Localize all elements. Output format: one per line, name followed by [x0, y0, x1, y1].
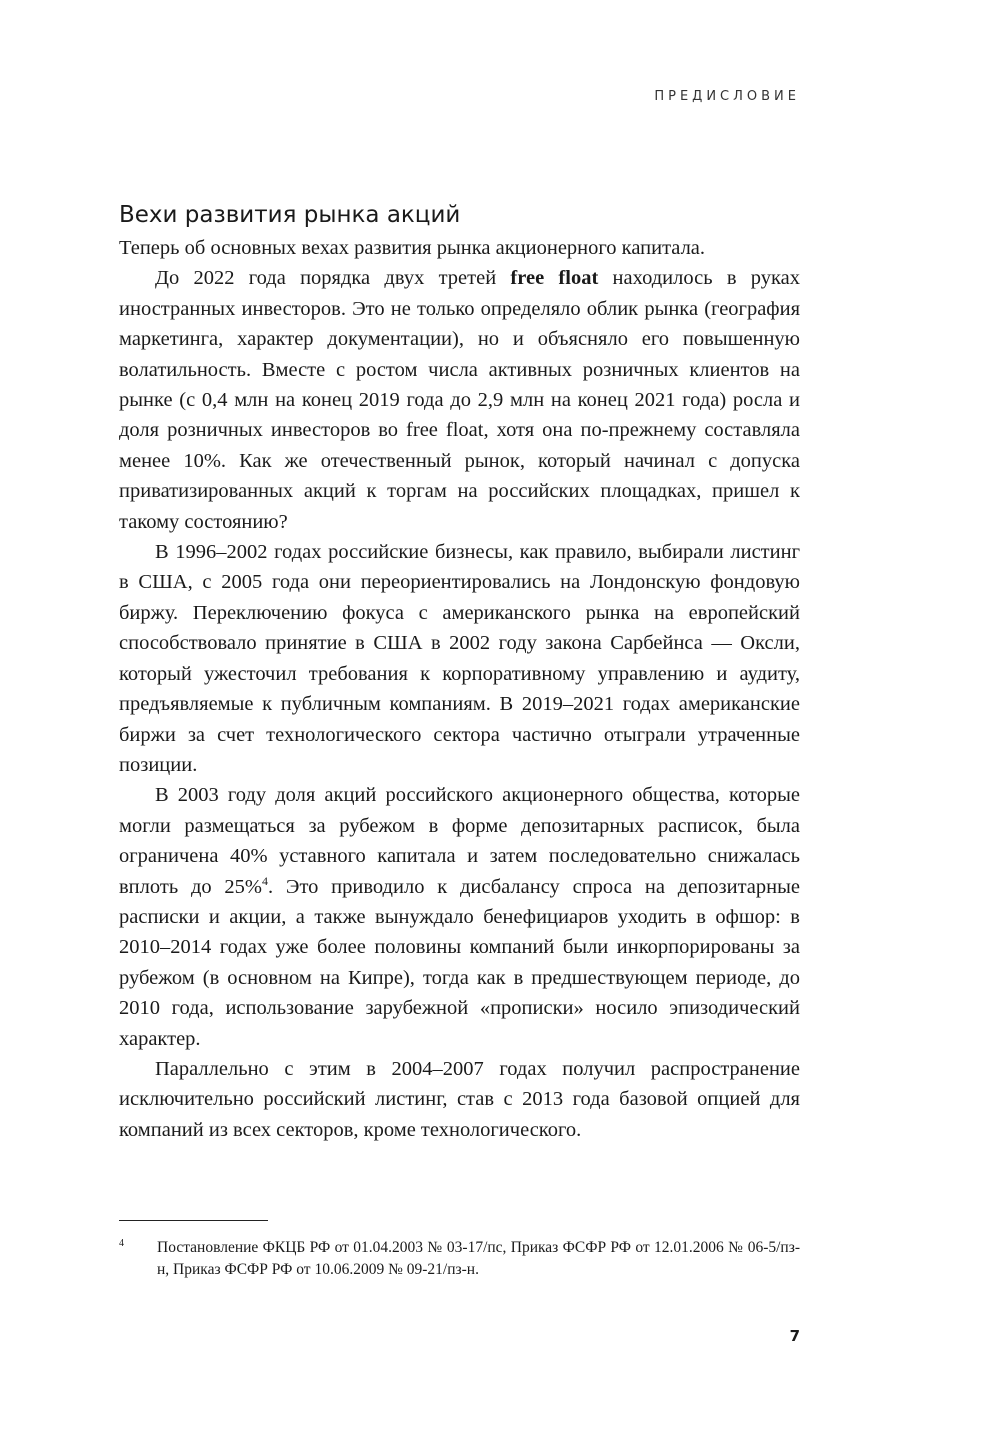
body-text — [119, 233, 800, 1145]
page-number: 7 — [789, 1327, 800, 1345]
paragraph-text: . Это приводило к дисбалансу спроса на депозитарные расписки и акции, а также вынуждало бенефициаров уходить в офшор: в 2010–2014 годах уже более половины компаний были инкорпорированы за рубежом (в основном на Кипре), тогда как в предшествующем периоде, до 2010 года, использование зарубежной «прописки» носило эпизодический характер. — [119, 875, 800, 1050]
footnote — [119, 1237, 800, 1281]
paragraph-russian-listing: Параллельно с этим в 2004–2007 годах получил распространение исключительно российский листинг, став с 2013 года базовой опцией для компаний из всех секторов, кроме технологического. — [119, 1057, 800, 1141]
footnote-reference[interactable]: 4 — [262, 873, 268, 888]
paragraph-text: находилось в руках иностранных инвесторов. Это не только определяло облик рынка (география маркетинга, характер документации), но и объясняло его повышенную волатильность. Вместе с ростом числа активных розничных клиентов на рынке (с 0,4 млн на конец 2019 года до 2,9 млн на конец 2021 года) росла и доля розничных инвесторов во free float, хотя она по-прежнему составляла менее 10%. Как же отечественный рынок, который начинал с допуска приватизированных акций к торгам на российских площадках, пришел к такому состоянию? — [119, 267, 800, 533]
footnote-number: 4 — [119, 1238, 124, 1249]
paragraph-text: В 2003 году доля акций российского акционерного общества, которые могли размещаться за рубежом в форме депозитарных расписок, была ограничена 40% уставного капитала и затем последовательно снижалась вплоть до 25% — [119, 784, 800, 898]
paragraph-listing-history: В 1996–2002 годах российские бизнесы, как правило, выбирали листинг в США, с 2005 года они переориентировались на Лондонскую фондовую биржу. Переключению фокуса с американского рынка на европейский способствовало принятие в США в 2002 году закона Сарбейнса — Оксли, который ужесточил требования к корпоративному управлению и аудиту, предъявляемые к публичным компаниям. В 2019–2021 годах американские биржи за счет технологического сектора частично отыграли утраченные позиции. — [119, 541, 800, 776]
bold-term-free-float: free float — [510, 267, 599, 290]
paragraph-depositary-receipts — [119, 780, 800, 1054]
paragraph-text: До 2022 года порядка двух третей — [155, 267, 511, 290]
footnote-divider — [119, 1220, 268, 1221]
lead-paragraph: Теперь об основных вехах развития рынка акционерного капитала. — [119, 237, 706, 259]
section-heading: Вехи развития рынка акций — [119, 202, 461, 228]
running-head: ПРЕДИСЛОВИЕ — [654, 89, 800, 104]
paragraph-free-float — [119, 263, 800, 537]
footnote-text: Постановление ФКЦБ РФ от 01.04.2003 № 03-17/пс, Приказ ФСФР РФ от 12.01.2006 № 06-5/пз-н, Приказ ФСФР РФ от 10.06.2009 № 09-21/пз-н. — [157, 1239, 800, 1278]
